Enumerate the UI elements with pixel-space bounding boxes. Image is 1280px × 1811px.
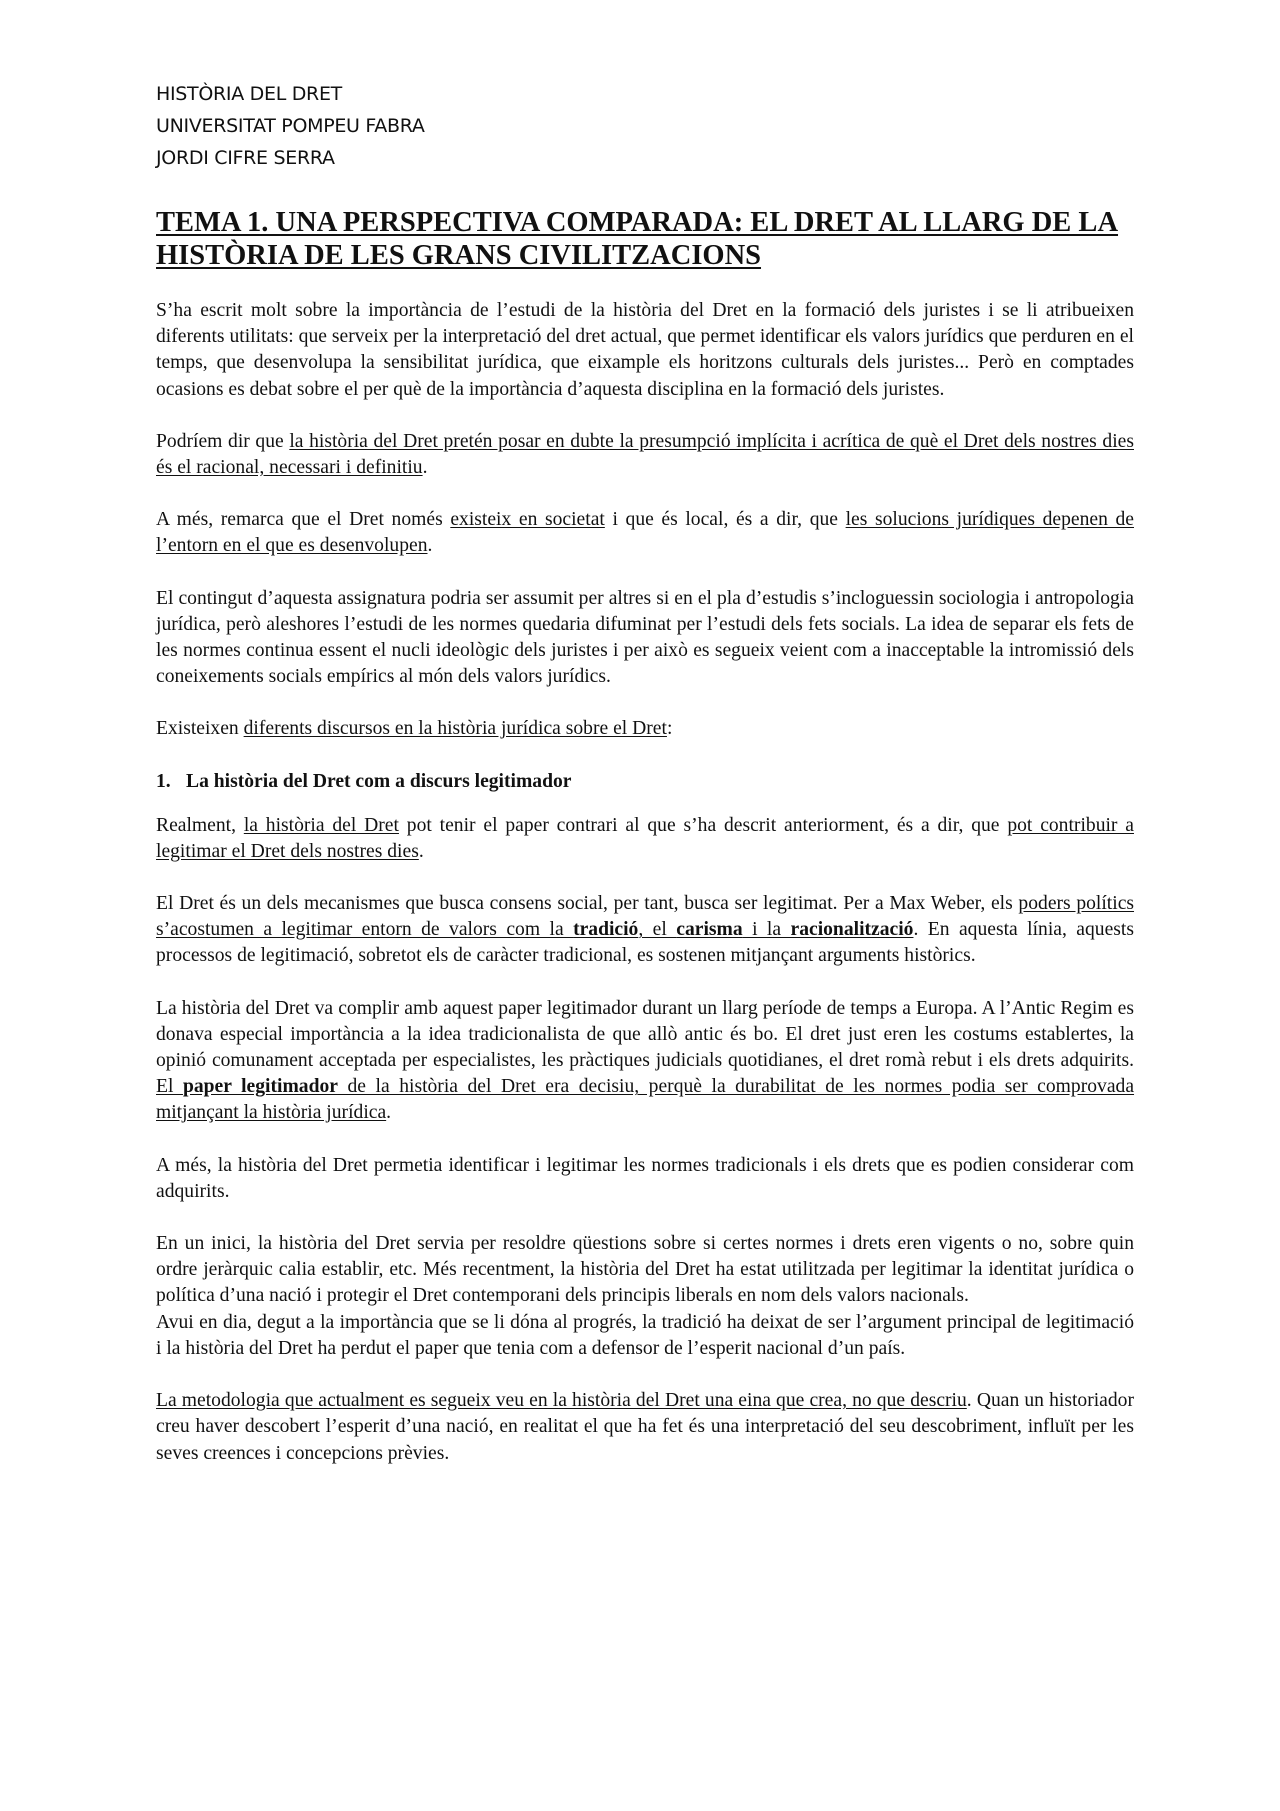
document-body (156, 298, 1134, 1493)
underlined-text: poders polítics s’acostumen a legitimar entorn de valors com la (156, 893, 1135, 941)
header-subject: HISTÒRIA DEL DRET (156, 83, 342, 105)
document-header (156, 78, 425, 174)
document-title: TEMA 1. UNA PERSPECTIVA COMPARADA: EL DRET AL LLARG DE LA HISTÒRIA DE LES GRANS CIVILITZACIONS (156, 207, 1119, 271)
header-university: UNIVERSITAT POMPEU FABRA (156, 115, 425, 137)
text-span: i que és local, és a dir, que (604, 509, 846, 531)
section-title: La història del Dret com a discurs legitimador (186, 770, 572, 792)
header-author: JORDI CIFRE SERRA (156, 147, 335, 169)
underlined-text (676, 919, 742, 940)
paragraph-5 (156, 716, 1134, 742)
text-span: El Dret és un dels mecanismes que busca consens social, per tant, busca ser legitimat. Per a Max Weber, els (156, 893, 1019, 915)
text-span: : (666, 718, 673, 740)
underlined-text: existeix en societat (450, 509, 605, 531)
underlined-text (573, 919, 638, 940)
text-span: Realment, (156, 814, 244, 836)
text-span: . (386, 1102, 392, 1124)
paragraph-4: El contingut d’aquesta assignatura podria ser assumit per altres si en el pla d’estudis s’incloguessin sociologia i antropologia jurídica, però aleshores l’estudi de les normes quedaria difuminat per l’estudi dels fets socials. La idea de separar els fets de les normes continua essent el nucli ideològic dels juristes i per això es segueix veient com a inacceptable la intromissió dels coneixements socials empírics al món dels valors jurídics. (156, 587, 1134, 688)
underlined-text: les solucions jurídiques depenen de l’entorn en el que es desenvolupen (156, 509, 1134, 557)
paragraph-6 (156, 813, 1134, 865)
paragraph-intro: S’ha escrit molt sobre la importància de l’estudi de la història del Dret en la formació dels juristes i se li atribueixen diferents utilitats: que serveix per la interpretació del dret actual, que permet identificar els valors jurídics que perduren en el temps, que desenvolupa la sensibilitat jurídica, que eixample els horitzons culturals dels juristes... Però en comptades ocasions es debat sobre el per què de la importància d’aquesta disciplina en la formació dels juristes. (156, 300, 1134, 400)
underlined-text (791, 919, 914, 940)
underlined-text: , el (638, 919, 677, 941)
text-span: . (427, 535, 433, 557)
paragraph-10: En un inici, la història del Dret servia per resoldre qüestions sobre si certes normes i drets eren vigents o no, sobre quin ordre jeràrquic calia establir, etc. Més recentment, la història del Dret ha estat utilitzada per legitimar la identitat jurídica o política d’una nació i protegir el Dret contemporani dels principis liberals en nom dels valors nacionals. (156, 1233, 1134, 1307)
text-span: pot tenir el paper contrari al que s’ha descrit anteriorment, és a dir, que (398, 814, 1008, 836)
text-span: Podríem dir que (156, 430, 290, 452)
underlined-text: pot contribuir a legitimar el Dret dels nostres dies (156, 814, 1134, 862)
underlined-text: de la història del Dret era decisiu, perquè la durabilitat de les normes podia ser comprovada mitjançant la història jurídica (156, 1076, 1135, 1124)
underlined-text (183, 1076, 338, 1097)
bold-term: racionalització (790, 919, 914, 941)
bold-term: carisma (676, 919, 743, 941)
text-span: . (422, 457, 428, 479)
underlined-text: diferents discursos en la història jurídica sobre el Dret (243, 718, 667, 740)
text-span: . (418, 840, 424, 862)
text-span: . En aquesta línia, aquests processos de legitimació, sobretot els de caràcter tradicional, es sostenen mitjançant arguments històrics. (156, 919, 1134, 967)
text-span: A més, remarca que el Dret només (156, 509, 451, 531)
paragraph-7 (156, 891, 1134, 970)
underlined-text: la història del Dret (243, 814, 399, 836)
bold-term: paper legitimador (182, 1076, 338, 1098)
paragraph-9: A més, la història del Dret permetia identificar i legitimar les normes tradicionals i els drets que es podien considerar com adquirits. (156, 1154, 1134, 1202)
underlined-text: i la (742, 919, 791, 941)
paragraph-3 (156, 507, 1134, 559)
underlined-text: la història del Dret pretén posar en dubte la presumpció implícita i acrítica de què el Dret dels nostres dies és el racional, necessari i definitiu (156, 430, 1134, 479)
underlined-text: La metodologia que actualment es segueix veu en la història del Dret una eina que crea, no que descriu (156, 1390, 967, 1412)
text-span: . Quan un historiador creu haver descobert l’esperit d’una nació, en realitat el que ha fet és una interpretació del seu descobriment, influït per les seves creences i concepcions prèvies. (156, 1390, 1134, 1464)
section-number: 1. (156, 770, 171, 792)
paragraph-12 (156, 1388, 1134, 1467)
bold-term: tradició (573, 919, 639, 941)
paragraph-11: Avui en dia, degut a la importància que se li dóna al progrés, la tradició ha deixat de ser l’argument principal de legitimació i la història del Dret ha perdut el paper que tenia com a defensor de l’esperit nacional d’un país. (156, 1311, 1134, 1359)
section-heading-1 (156, 769, 1134, 795)
text-span: La història del Dret va complir amb aquest paper legitimador durant un llarg període de temps a Europa. A l’Antic Regim es donava especial importància a la idea tradicionalista de que allò antic és bo. El dret just eren les costums establertes, la opinió comunament acceptada per especialistes, les pràctiques judicials quotidianes, el dret romà rebut i els drets adquirits. (156, 997, 1134, 1072)
paragraph-2 (156, 429, 1134, 481)
underlined-text: El (156, 1076, 183, 1098)
paragraph-8 (156, 996, 1134, 1127)
text-span: Existeixen (156, 718, 244, 740)
